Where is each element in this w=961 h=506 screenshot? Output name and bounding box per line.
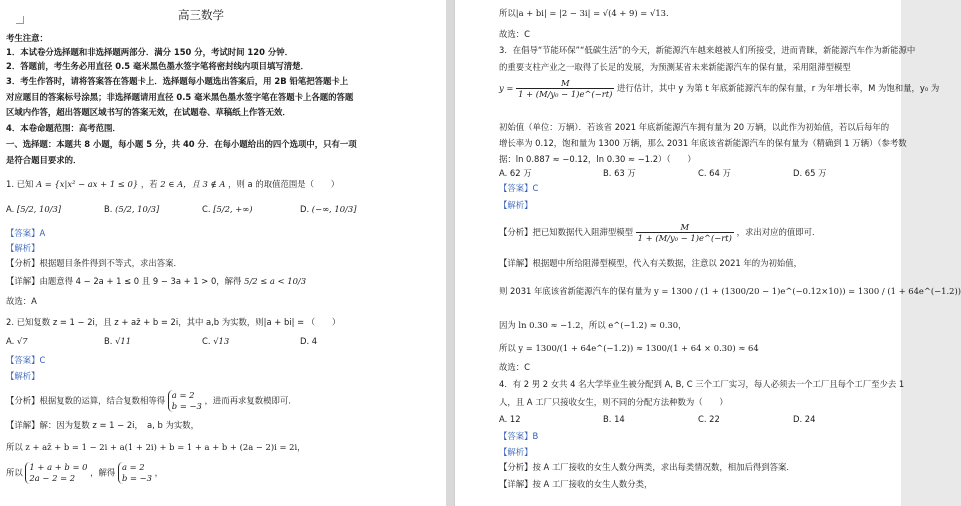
notice-line: 3．考生作答时，请将答案答在答题卡上．选择题每小题选出答案后，用 2B 铅笔把答题卡上 xyxy=(6,76,349,86)
analysis-tag: 【解析】 xyxy=(499,200,533,210)
option-c[interactable]: C. 22 xyxy=(698,414,720,424)
question-4-options xyxy=(499,414,816,425)
question-3-stem: 据：ln 0.887 ≈ −0.12，ln 0.30 ≈ −1.2）（ ） xyxy=(499,154,696,164)
option-a[interactable]: A. √7 xyxy=(6,336,28,346)
set-expression: A = {x|x² − ax + 1 ≤ 0} xyxy=(36,179,139,189)
question-2-stem: 2. 已知复数 z = 1 − 2i，且 z + az̄ + b = 2i，其中 a,b 为实数，则|a + bi| = （ ） xyxy=(6,317,341,327)
answer-tag: 【答案】C xyxy=(499,183,539,193)
section-heading: 是符合题目要求的． xyxy=(6,155,82,165)
analysis-text: 【分析】根据题目条件得到不等式，求出答案． xyxy=(6,258,182,268)
conclusion: 故选：C xyxy=(499,29,530,39)
question-2-options xyxy=(6,336,318,347)
calculation-line: 所以 z + az̄ + b = 1 − 2i + a(1 + 2i) + b = 1 + a + b + (2a − 2)i = 2i， xyxy=(6,442,306,452)
detailed-solution: 【详解】根据题中所给阻滞型模型，代入有关数据，注意以 2021 年的为初始值， xyxy=(499,258,803,268)
question-4-stem: 4．有 2 男 2 女共 4 名大学毕业生被分配到 A, B, C 三个工厂实习，每人必须去一个工厂且每个工厂至少去 1 xyxy=(499,379,905,389)
detailed-solution: 【详解】由题意得 4 − 2a + 1 ≤ 0 且 9 − 3a + 1 > 0，解得 5/2 ≤ a < 10/3 xyxy=(6,276,307,286)
option-a[interactable]: A. 62 万 xyxy=(499,168,532,178)
equation-system: a = 2 b = −3 xyxy=(168,390,202,412)
model-formula: $\frac{M}{\text{1 + (M/y₀ − 1)e\textasciicircum{}(−rt)}}$ xyxy=(637,222,732,243)
option-d[interactable]: D. 65 万 xyxy=(793,168,827,178)
page-title: 高三数学 xyxy=(178,8,224,22)
option-a[interactable]: A. 12 xyxy=(499,414,521,424)
conclusion: 故选：C xyxy=(499,362,530,372)
question-3-stem: 3．在倡导“节能环保”“低碳生活”的今天，新能源汽车越来越被人们所接受，进而青睐，新能源汽车作为新能源中 xyxy=(499,45,916,55)
option-c[interactable]: C. [5/2, +∞) xyxy=(202,204,253,214)
page-gutter xyxy=(446,0,454,506)
right-document-page xyxy=(454,0,961,506)
calculation-line: 所以 y = 1300/(1 + 64e^(−1.2)) ≈ 1300/(1 + 64 × 0.30) ≈ 64 xyxy=(499,343,759,353)
question-1-options xyxy=(6,204,357,215)
model-formula: $\frac{M}{\text{1 + (M/y₀ − 1)e\textasciicircum{}(−rt)}}$ xyxy=(518,78,613,99)
detailed-solution: 【详解】解：因为复数 z = 1 − 2i， a, b 为实数， xyxy=(6,420,199,430)
option-b[interactable]: B. √11 xyxy=(104,336,132,346)
conclusion: 故选：A xyxy=(6,296,37,306)
notice-heading: 考生注意： xyxy=(6,33,48,43)
option-b[interactable]: B. (5/2, 10/3] xyxy=(104,204,160,214)
notice-line: 区域内作答，超出答题区域书写的答案无效，在试题卷、草稿纸上作答无效． xyxy=(6,107,291,117)
option-a[interactable]: A. [5/2, 10/3] xyxy=(6,204,62,214)
answer-tag: 【答案】B xyxy=(499,431,539,441)
analysis-text: 【分析】把已知数据代入阻滞型模型 $\frac{M}{\text{1 + (M/y₀ − 1)e\textasciicircum{}(−rt)}}$ ，求出对应的值即可． xyxy=(499,222,821,243)
notice-line: 对应题目的答案标号涂黑；非选择题请用直径 0.5 毫米黑色墨水签字笔在答题卡上各题的答题 xyxy=(6,92,354,102)
question-3-model: y = $\frac{M}{\text{1 + (M/y₀ − 1)e\textasciicircum{}(−rt)}}$ 进行估计，其中 y 为第 t 年底新能源汽车的保有量，r 为年增长率，M 为饱和量，y₀ 为 xyxy=(499,78,940,99)
calculation-line: 因为 ln 0.30 ≈ −1.2，所以 e^(−1.2) ≈ 0.30， xyxy=(499,320,687,330)
margin-corner-mark xyxy=(16,16,24,24)
detailed-solution: 【详解】按 A 工厂接收的女生人数分类， xyxy=(499,479,653,489)
option-d[interactable]: D. (−∞, 10/3] xyxy=(300,204,357,214)
option-c[interactable]: C. √13 xyxy=(202,336,230,346)
detailed-solution: 则 2031 年底该省新能源汽车的保有量为 y = 1300 / (1 + (1300/20 − 1)e^(−0.12×10)) = 1300 / (1 + 64e^(−1.2)) xyxy=(499,286,961,296)
notice-line: 1．本试卷分选择题和非选择题两部分．满分 150 分，考试时间 120 分钟． xyxy=(6,47,293,57)
analysis-tag: 【解析】 xyxy=(6,243,40,253)
equation-system: a = 2 b = −3 xyxy=(118,462,152,484)
equation-system: 1 + a + b = 0 2a − 2 = 2 xyxy=(25,462,87,484)
answer-tag: 【答案】A xyxy=(6,228,46,238)
option-b[interactable]: B. 14 xyxy=(603,414,625,424)
option-b[interactable]: B. 63 万 xyxy=(603,168,636,178)
question-3-stem: 初始值（单位：万辆）．若该省 2021 年底新能源汽车拥有量为 20 万辆，以此作为初始值，若以后每年的 xyxy=(499,122,890,132)
solution-system: 所以 1 + a + b = 0 2a − 2 = 2 ，解得 a = 2 b = −3 ， xyxy=(6,462,164,483)
analysis-text: 【分析】根据复数的运算，结合复数相等得 a = 2 b = −3 ，进而再求复数模即可． xyxy=(6,390,297,411)
analysis-text: 【分析】按 A 工厂接收的女生人数分两类，求出每类情况数，相加后得到答案． xyxy=(499,462,795,472)
question-4-stem: 人，且 A 工厂只接收女生，则不同的分配方法种数为（ ） xyxy=(499,397,728,407)
left-document-page xyxy=(0,0,447,506)
analysis-tag: 【解析】 xyxy=(499,447,533,457)
question-1-stem: 1. 已知 A = {x|x² − ax + 1 ≤ 0} ，若 2 ∈ A，且 3 ∉ A ，则 a 的取值范围是（ ） xyxy=(6,179,340,189)
notice-line: 4．本卷命题范围：高考范围． xyxy=(6,123,121,133)
notice-line: 2．答题前，考生务必用直径 0.5 毫米黑色墨水签字笔将密封线内项目填写清楚． xyxy=(6,61,309,71)
option-d[interactable]: D. 24 xyxy=(793,414,816,424)
question-3-options xyxy=(499,168,827,179)
section-heading: 一、选择题：本题共 8 小题，每小题 5 分，共 40 分．在每小题给出的四个选项中，只有一项 xyxy=(6,139,357,149)
answer-tag: 【答案】C xyxy=(6,355,46,365)
result-line: 所以|a + bi| = |2 − 3i| = √(4 + 9) = √13． xyxy=(499,8,675,18)
analysis-tag: 【解析】 xyxy=(6,371,40,381)
question-3-stem: 的重要支柱产业之一取得了长足的发展，为预测某省未来新能源汽车的保有量，采用阻滞型模型 xyxy=(499,62,851,72)
option-d[interactable]: D. 4 xyxy=(300,336,318,346)
option-c[interactable]: C. 64 万 xyxy=(698,168,731,178)
question-3-stem: 增长率为 0.12，饱和量为 1300 万辆，那么 2031 年底该省新能源汽车的保有量为（精确到 1 万辆）（参考数 xyxy=(499,138,907,148)
